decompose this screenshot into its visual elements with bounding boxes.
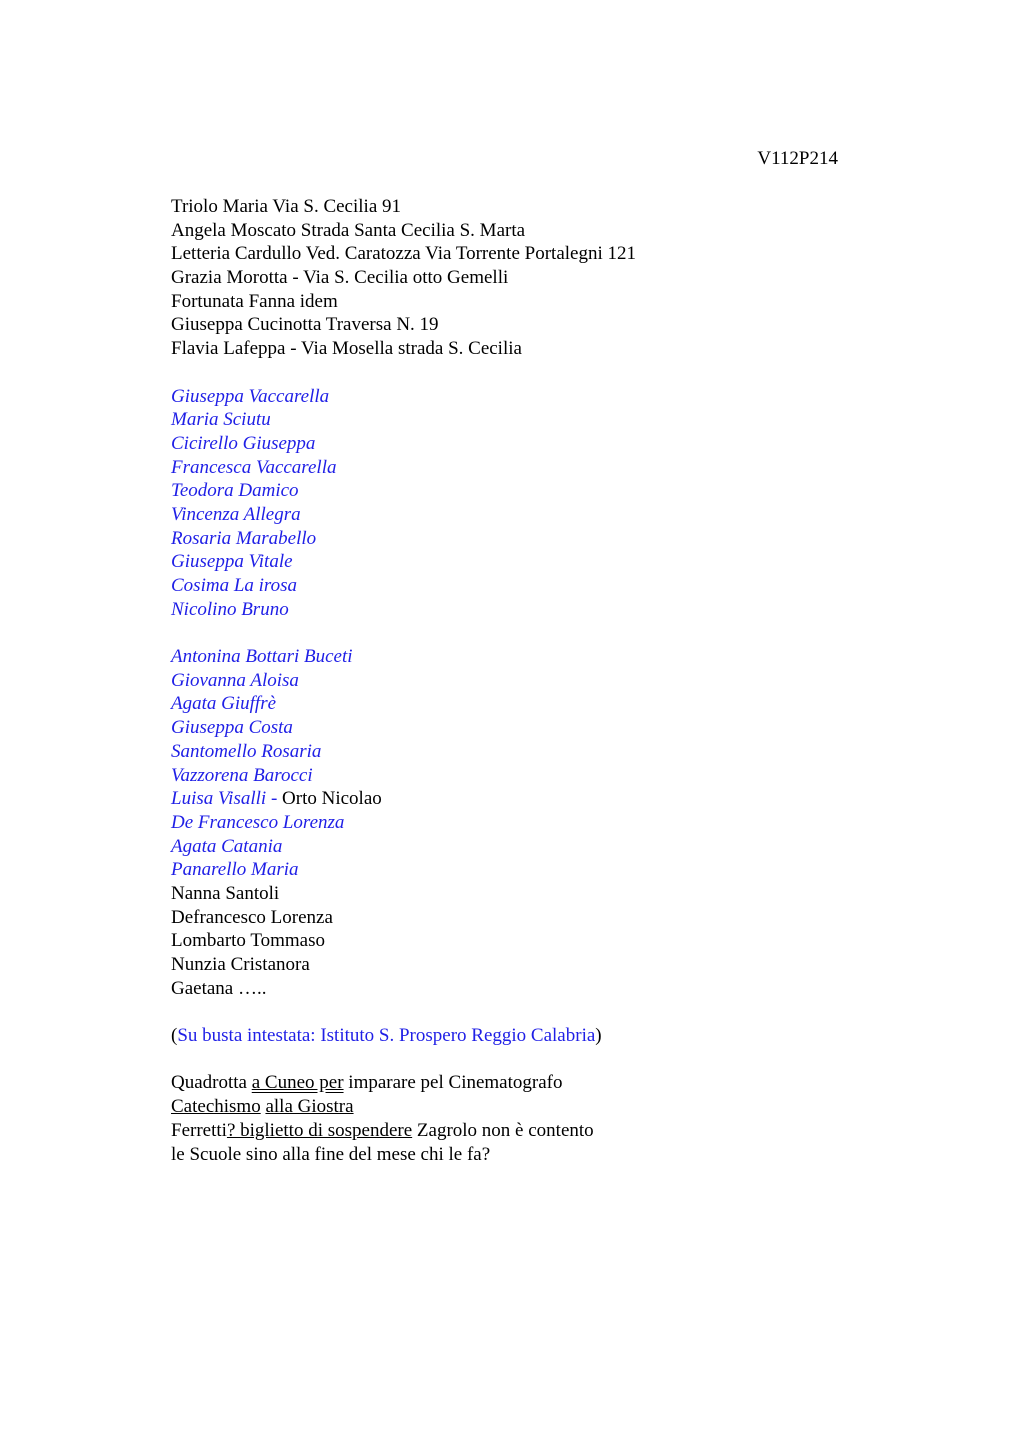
- spacer: [171, 1048, 871, 1072]
- name-item: Antonina Bottari Buceti: [171, 646, 353, 668]
- document-body: [171, 195, 871, 1166]
- address-line: Letteria Cardullo Ved. Caratozza Via Torrente Portalegni 121: [171, 243, 636, 265]
- name-item: Teodora Damico: [171, 480, 299, 502]
- close-paren: ): [595, 1025, 602, 1047]
- name-item: Cosima La irosa: [171, 575, 297, 596]
- envelope-note: [171, 1024, 871, 1048]
- note-fragment: imparare pel Cinematografo: [343, 1072, 563, 1094]
- underlined-text: a Cuneo per: [251, 1072, 344, 1094]
- page-id: V112P214: [757, 148, 838, 169]
- note-line: le Scuole sino alla fine del mese chi le fa?: [171, 1143, 491, 1165]
- name-text: Luisa Visalli: [171, 788, 267, 810]
- note-text: Orto Nicolao: [282, 788, 382, 810]
- address-list: [171, 195, 871, 361]
- name-item: Panarello Maria: [171, 859, 299, 881]
- address-line: Angela Moscato Strada Santa Cecilia S. Marta: [171, 219, 526, 241]
- envelope-note-text: Su busta intestata: Istituto S. Prospero Reggio Calabria: [177, 1025, 596, 1047]
- open-paren: (: [171, 1025, 178, 1047]
- name-item: Nicolino Bruno: [171, 598, 289, 620]
- underlined-text: ? biglietto di sospendere: [226, 1119, 413, 1141]
- name-item: Agata Catania: [171, 835, 283, 857]
- name-item: Maria Sciutu: [171, 409, 271, 431]
- underlined-text: alla Giostra: [265, 1096, 354, 1118]
- name-item: Giovanna Aloisa: [171, 669, 299, 691]
- address-line: Triolo Maria Via S. Cecilia 91: [171, 196, 402, 217]
- name-item: Giuseppa Vitale: [171, 551, 293, 573]
- name-list-group-one: [171, 385, 871, 622]
- name-item: Defrancesco Lorenza: [171, 906, 333, 928]
- note-line: [171, 1071, 871, 1095]
- name-item: Agata Giuffrè: [171, 693, 277, 715]
- address-line: Flavia Lafeppa - Via Mosella strada S. Cecilia: [171, 338, 522, 360]
- separator-text: -: [266, 788, 283, 810]
- name-item: Giuseppa Costa: [171, 717, 293, 739]
- underlined-text: Catechismo: [171, 1096, 261, 1118]
- spacer: [171, 1000, 871, 1024]
- address-line: Giuseppa Cucinotta Traversa N. 19: [171, 314, 439, 336]
- name-item: Cicirello Giuseppa: [171, 432, 316, 454]
- address-line: Fortunata Fanna idem: [171, 290, 338, 312]
- note-line: [171, 1119, 871, 1143]
- note-line: [171, 1095, 871, 1119]
- name-item: Vincenza Allegra: [171, 503, 301, 525]
- address-line: Grazia Morotta - Via S. Cecilia otto Gemelli: [171, 267, 509, 289]
- name-item: Nanna Santoli: [171, 882, 280, 904]
- name-item: Giuseppa Vaccarella: [171, 385, 330, 407]
- name-item: Rosaria Marabello: [171, 527, 317, 549]
- spacer: [171, 621, 871, 645]
- name-item: Nunzia Cristanora: [171, 954, 310, 975]
- name-item: Santomello Rosaria: [171, 740, 322, 762]
- note-fragment: Zagrolo non è contento: [412, 1119, 594, 1141]
- name-item: Lombarto Tommaso: [171, 930, 325, 952]
- name-item: De Francesco Lorenza: [171, 811, 345, 833]
- notes-block: [171, 1071, 871, 1166]
- note-fragment: Ferretti: [171, 1119, 227, 1141]
- name-item: Vazzorena Barocci: [171, 764, 313, 786]
- note-fragment: Quadrotta: [171, 1072, 252, 1094]
- name-item: Francesca Vaccarella: [171, 456, 337, 478]
- name-list-group-two: [171, 645, 871, 1000]
- spacer: [171, 361, 871, 385]
- name-item-with-note: [171, 787, 871, 811]
- name-item: Gaetana …..: [171, 977, 267, 999]
